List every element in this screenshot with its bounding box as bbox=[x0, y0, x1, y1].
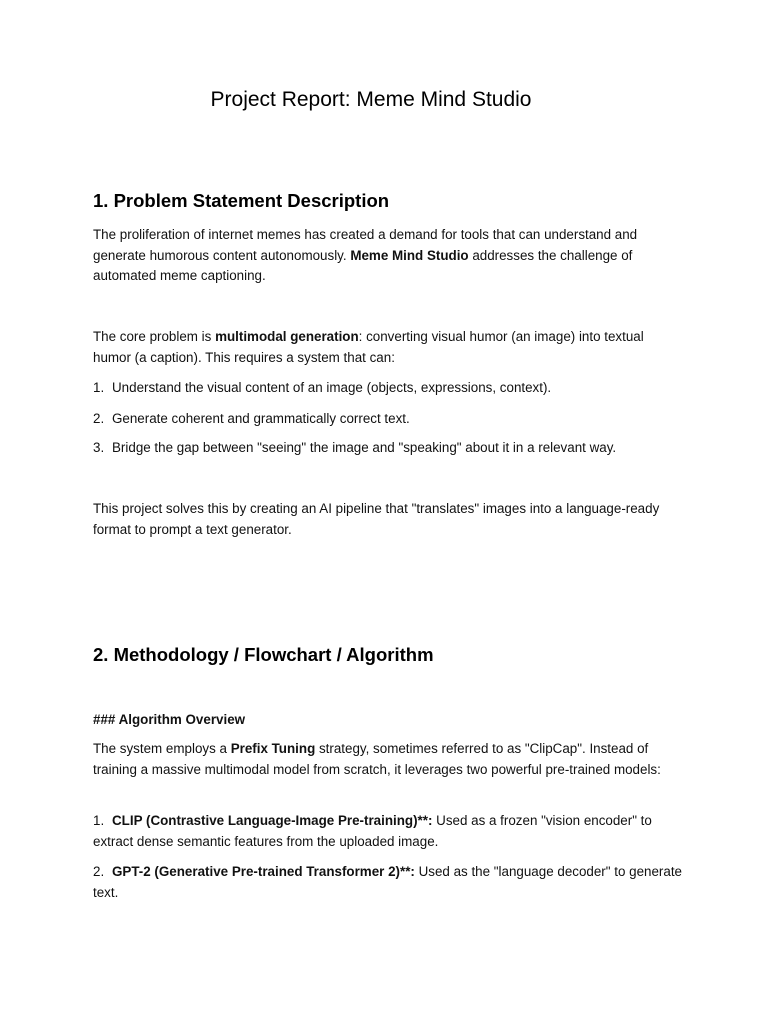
list-item: 1. Understand the visual content of an image (objects, expressions, context). bbox=[93, 380, 552, 395]
prefix-tuning-bold: Prefix Tuning bbox=[230, 741, 316, 756]
list-item: 2. GPT-2 (Generative Pre-trained Transformer 2)**: Used as the "language decoder" to generate text. bbox=[93, 864, 682, 900]
section-heading-methodology: 2. Methodology / Flowchart / Algorithm bbox=[93, 644, 434, 665]
problem-paragraph-3: This project solves this by creating an AI pipeline that "translates" images into a language-ready format to prompt a text generator. bbox=[93, 501, 660, 537]
product-name-bold: Meme Mind Studio bbox=[350, 247, 469, 263]
problem-paragraph-1: The proliferation of internet memes has created a demand for tools that can understand and generate humorous content autonomously. Meme Mind Studio addresses the challenge of automated meme captioning. bbox=[93, 227, 638, 284]
page-title: Project Report: Meme Mind Studio bbox=[210, 88, 532, 111]
methodology-paragraph-1: The system employs a Prefix Tuning strategy, sometimes referred to as "ClipCap". Instead of training a massive multimodal model from scratch, it leverages two powerful pre-trained models: bbox=[93, 741, 661, 777]
problem-paragraph-2: The core problem is multimodal generation: converting visual humor (an image) into textual humor (a caption). This requires a system that can: bbox=[93, 329, 644, 365]
list-item: 1. CLIP (Contrastive Language-Image Pre-training)**: Used as a frozen "vision encoder" to extract dense semantic features from the uploaded image. bbox=[93, 813, 652, 849]
list-item: 2. Generate coherent and grammatically correct text. bbox=[93, 411, 410, 426]
multimodal-generation-bold: multimodal generation bbox=[215, 329, 359, 344]
algorithm-overview-subheading: ### Algorithm Overview bbox=[93, 712, 246, 727]
list-item: 3. Bridge the gap between "seeing" the image and "speaking" about it in a relevant way. bbox=[93, 440, 617, 455]
section-heading-problem-statement: 1. Problem Statement Description bbox=[93, 190, 390, 211]
